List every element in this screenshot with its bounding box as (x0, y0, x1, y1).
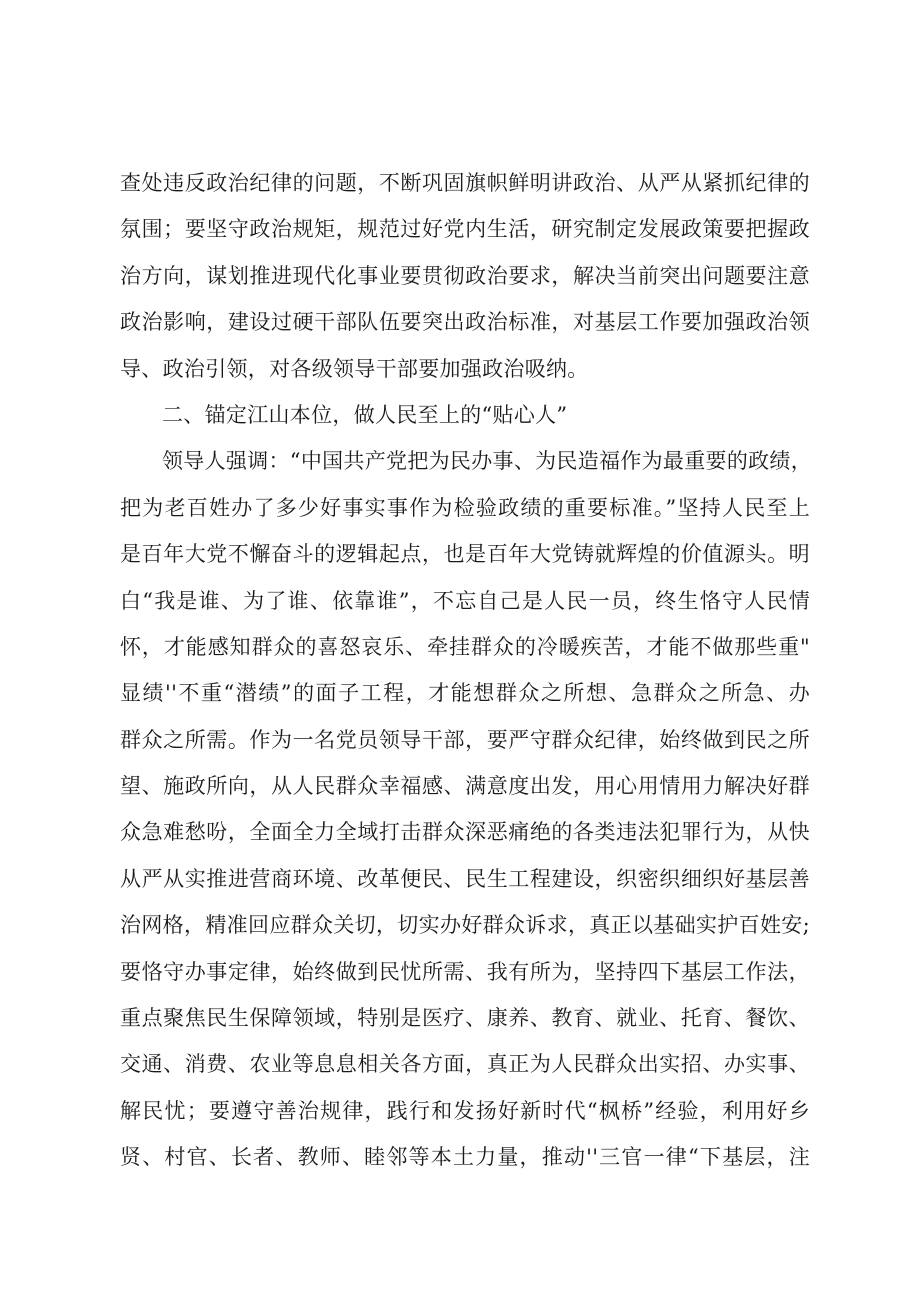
paragraph-line: 望、施政所向，从人民群众幸福感、满意度出发，用心用情用力解决好群 (120, 774, 810, 799)
paragraph-line: 怀，才能感知群众的喜怒哀乐、牵挂群众的冷暖疾苦，才能不做那些重" (120, 634, 810, 659)
paragraph-line: 把为老百姓办了多少好事实事作为检验政绩的重要标准。”坚持人民至上 (120, 495, 810, 520)
paragraph-line: 显绩''不重“潜绩”的面子工程，才能想群众之所想、急群众之所急、办 (120, 681, 810, 706)
section-heading: 二、锚定江山本位，做人民至上的“贴心人” (162, 402, 568, 427)
paragraph-line: 从严从实推进营商环境、改革便民、民生工程建设，织密织细织好基层善 (120, 866, 810, 891)
paragraph-line: 导、政治引领，对各级领导干部要加强政治吸纳。 (120, 356, 589, 381)
paragraph-line: 交通、消费、农业等息息相关各方面，真正为人民群众出实招、办实事、 (120, 1052, 810, 1077)
paragraph-line: 解民忧；要遵守善治规律，践行和发扬好新时代“枫桥”经验，利用好乡 (120, 1098, 810, 1123)
paragraph-line: 治网格，精准回应群众关切，切实办好群众诉求，真正以基础实护百姓安; (120, 913, 810, 938)
paragraph-line: 白“我是谁、为了谁、依靠谁”，不忘自己是人民一员，终生恪守人民情 (120, 588, 810, 613)
paragraph-line: 重点聚焦民生保障领域，特别是医疗、康养、教育、就业、托育、餐饮、 (120, 1006, 810, 1031)
paragraph-line: 查处违反政治纪律的问题，不断巩固旗帜鲜明讲政治、从严从紧抓纪律的 (120, 171, 810, 195)
paragraph-line: 要恪守办事定律，始终做到民忧所需、我有所为，坚持四下基层工作法， (120, 959, 810, 984)
paragraph-line: 政治影响，建设过硬干部队伍要突出政治标准，对基层工作要加强政治领 (120, 310, 810, 335)
paragraph-line: 贤、村官、长者、教师、睦邻等本土力量，推动''三官一律“下基层，注 (120, 1145, 810, 1170)
paragraph-line: 是百年大党不懈奋斗的逻辑起点，也是百年大党铸就辉煌的价值源头。明 (120, 542, 810, 567)
paragraph-line: 治方向，谋划推进现代化事业要贯彻政治要求，解决当前突出问题要注意 (120, 263, 810, 288)
paragraph-line: 领导人强调：“中国共产党把为民办事、为民造福作为最重要的政绩， (162, 449, 813, 474)
paragraph-line: 众急难愁吩，全面全力全域打击群众深恶痛绝的各类违法犯罪行为，从快 (120, 820, 810, 845)
paragraph-line: 氛围；要坚守政治规矩，规范过好党内生活，研究制定发展政策要把握政 (120, 217, 810, 242)
paragraph-line: 群众之所需。作为一名党员领导干部，要严守群众纪律，始终做到民之所 (120, 727, 810, 752)
document-body (120, 160, 813, 1181)
